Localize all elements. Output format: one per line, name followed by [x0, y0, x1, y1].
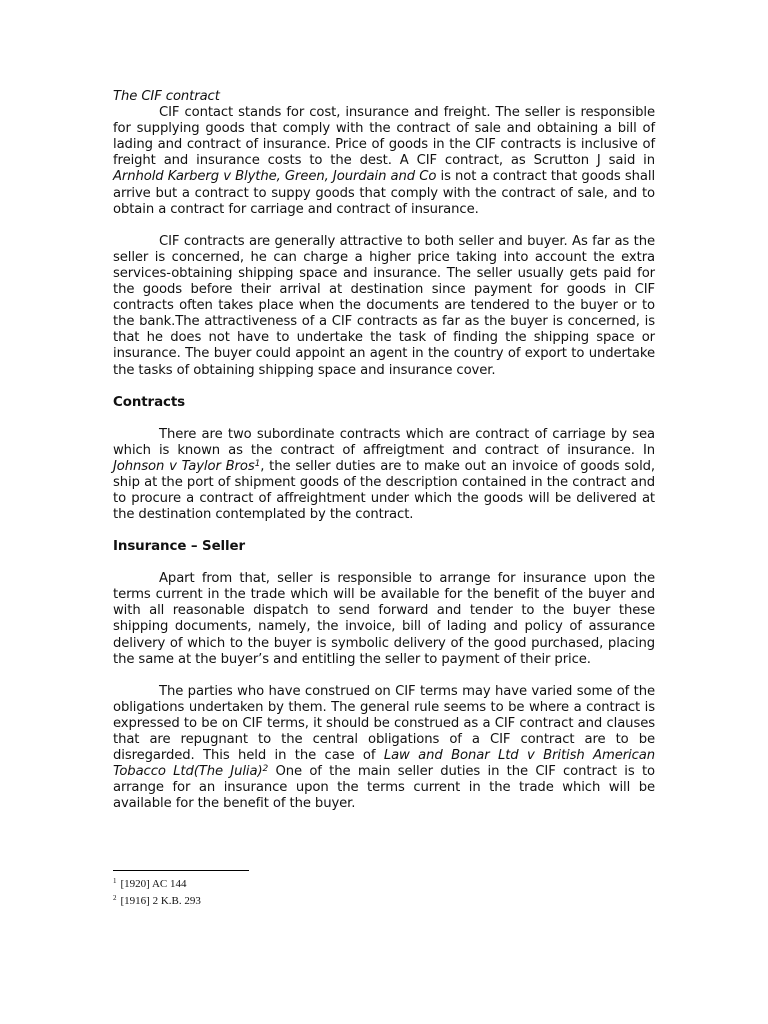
paragraph-text: CIF contact stands for cost, insurance and freight. The seller is responsible for supplying goods that comply with the contract of sale and obtaining a bill of lading and contract of insurance. Price of goods in the CIF contracts is inclusive of freight and insurance costs to the dest. A CIF contract, as Scrutton J said in — [113, 105, 655, 169]
footnote-number: 2 — [113, 894, 117, 902]
paragraph-text: The parties who have construed on CIF terms may have varied some of the obligations undertaken by them. The general rule seems to be where a contract is expressed to be on CIF terms, it should be construed as a CIF contract and clauses that are repugnant to the central obligations of a CIF contract are to be disregarded. This held in the case of — [113, 683, 655, 764]
case-citation: Law and Bonar Ltd v British American Tobacco Ltd(The Julia) — [113, 748, 655, 780]
paragraph-cif-definition — [113, 105, 655, 218]
footnote-ref: 1 — [254, 458, 261, 469]
paragraph-subordinate-contracts — [113, 427, 655, 524]
heading-insurance-seller: Insurance – Seller — [113, 539, 246, 555]
paragraph-text: is not a contract that goods shall arrive but a contract to suppy goods that comply with the contract of sale, and to obtain a contract for carriage and contract of insurance. — [113, 169, 656, 217]
paragraph-text: There are two subordinate contracts which are contract of carriage by sea which is known as the contract of affreigtment and contract of insurance. In — [113, 426, 655, 458]
paragraph-cif-attractiveness: CIF contracts are generally attractive to both seller and buyer. As far as the seller is concerned, he can charge a higher price taking into account the extra services-obtaining shipping space and insurance. The seller usually gets paid for the goods before their arrival at destination since payment for goods in CIF contracts often takes place when the documents are tendered to the buyer or to the bank.The attractiveness of a CIF contracts as far as the buyer is concerned, is that he does not have to undertake the task of finding the shipping space or insurance. The buyer could appoint an agent in the country of export to undertake the tasks of obtaining shipping space and insurance cover. — [113, 233, 655, 378]
document-body — [113, 89, 655, 812]
paragraph-text: , the seller duties are to make out an invoice of goods sold, ship at the port of shipment goods of the description contained in the contract and to procure a contract of affreightment under which the goods will be delivered at the destination contemplated by the contract. — [113, 458, 655, 523]
footnote-2 — [113, 891, 201, 908]
footnote-separator — [113, 870, 249, 871]
footnote-text: [1916] 2 K.B. 293 — [120, 895, 201, 907]
case-citation: Johnson v Taylor Bros — [113, 458, 255, 474]
heading-contracts: Contracts — [113, 394, 186, 410]
footnote-1 — [113, 874, 201, 891]
footnote-number: 1 — [113, 877, 117, 885]
footnote-text: [1920] AC 144 — [120, 878, 187, 890]
paragraph-cif-terms — [113, 684, 655, 813]
section-title: The CIF contract — [113, 89, 220, 104]
footnotes — [113, 874, 201, 908]
footnote-ref: 2 — [262, 764, 269, 775]
paragraph-text: One of the main seller duties in the CIF contract is to arrange for an insurance upon the terms current in the trade which will be available for the benefit of the buyer. — [113, 764, 655, 812]
paragraph-seller-insurance: Apart from that, seller is responsible to arrange for insurance upon the terms current in the trade which will be available for the benefit of the buyer and with all reasonable dispatch to send forward and tender to the buyer these shipping documents, namely, the invoice, bill of lading and policy of assurance delivery of which to the buyer is symbolic delivery of the good purchased, placing the same at the buyer’s and entitling the seller to payment of their price. — [113, 571, 655, 667]
case-citation: Arnhold Karberg v Blythe, Green, Jourdain and Co — [113, 169, 437, 185]
